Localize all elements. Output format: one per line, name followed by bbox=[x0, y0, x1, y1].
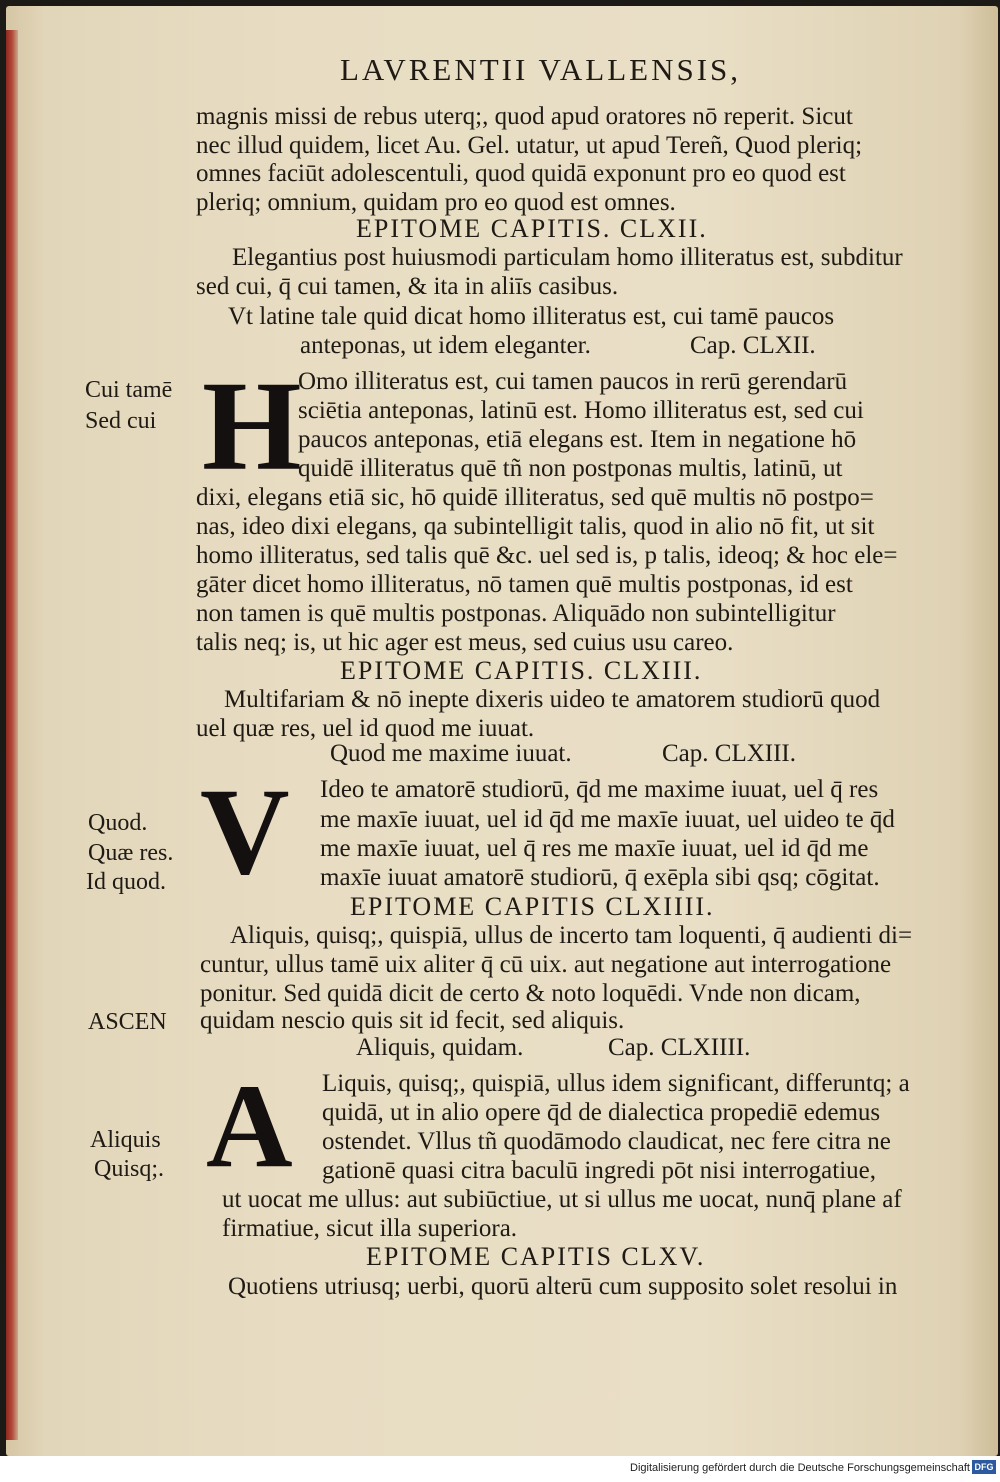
text-line: pleriq; omnium, quidam pro eo quod est omnes. bbox=[196, 189, 676, 216]
margin-note: Sed cui bbox=[85, 408, 157, 434]
margin-note: Id quod. bbox=[86, 869, 166, 895]
text-line: omnes faciūt adolescentuli, quod quidā exponunt pro eo quod est bbox=[196, 160, 846, 187]
chapter-number: Cap. CLXII. bbox=[690, 332, 816, 359]
text-line: gationē quasi citra baculū ingredi pōt nisi interrogatiue, bbox=[322, 1157, 877, 1184]
text-line: dixi, elegans etiā sic, hō quidē illiteratus, sed quē multis nō postpo= bbox=[196, 484, 874, 511]
text-line: quidē illiteratus quē tñ non postponas multis, latinū, ut bbox=[298, 455, 843, 482]
text-line: Omo illiteratus est, cui tamen paucos in rerū gerendarū bbox=[298, 368, 848, 395]
text-line: Elegantius post huiusmodi particulam homo illiteratus est, subditur bbox=[232, 244, 903, 271]
text-line: cuntur, ullus tamē uix aliter q̄ cū uix. aut negatione aut interrogatione bbox=[200, 951, 892, 978]
margin-note: Cui tamē bbox=[85, 377, 173, 403]
text-line: firmatiue, sicut illa superiora. bbox=[222, 1215, 518, 1242]
text-line: me maxīe iuuat, uel q̄ res me maxīe iuuat, uel id q̄d me bbox=[320, 835, 869, 862]
text-line: Quotiens utriusq; uerbi, quorū alterū cum supposito solet resolui in bbox=[228, 1273, 898, 1300]
text-line: ut uocat me ullus: aut subiūctiue, ut si ullus me uocat, nunq̄ plane af bbox=[222, 1186, 902, 1213]
text-line: gāter dicet homo illiteratus, nō tamen quē multis postponas, id est bbox=[196, 571, 853, 598]
margin-note: ASCEN bbox=[88, 1009, 167, 1035]
funding-notice: Digitalisierung gefördert durch die Deutsche Forschungsgemeinschaft bbox=[630, 1462, 970, 1474]
text-line: talis neq; is, ut hic ager est meus, sed cuius usu careo. bbox=[196, 629, 734, 656]
margin-note: Quæ res. bbox=[88, 840, 174, 866]
text-line: maxīe iuuat amatorē studiorū, q̄ exēpla sibi qsq; cōgitat. bbox=[320, 864, 880, 891]
epitome-heading: EPITOME CAPITIS CLXIIII. bbox=[350, 892, 715, 921]
text-line: Aliquis, quisq;, quispiā, ullus de incerto tam loquenti, q̄ audienti di= bbox=[230, 922, 913, 949]
dfg-logo-icon: DFG bbox=[972, 1460, 996, 1474]
text-line: me maxīe iuuat, uel id q̄d me maxīe iuuat, uel uideo te q̄d bbox=[320, 806, 895, 833]
text-line: homo illiteratus, sed talis quē &c. uel sed is, p talis, ideoq; & hoc ele= bbox=[196, 542, 898, 569]
text-line: paucos anteponas, etiā elegans est. Item in negatione hō bbox=[298, 426, 857, 453]
text-line: quidā, ut in alio opere q̄d de dialectica propediē edemus bbox=[322, 1099, 881, 1126]
text-line: quidam nescio quis sit id fecit, sed aliquis. bbox=[200, 1007, 625, 1034]
text-line: non tamen is quē multis postponas. Aliquādo non subintelligitur bbox=[196, 600, 836, 627]
epitome-heading: EPITOME CAPITIS. CLXIII. bbox=[340, 656, 703, 685]
text-line: Liquis, quisq;, quispiā, ullus idem significant, differuntq; a bbox=[322, 1070, 910, 1097]
text-line: nec illud quidem, licet Au. Gel. utatur, ut apud Tereñ, Quod pleriq; bbox=[196, 132, 863, 159]
text-line: anteponas, ut idem eleganter. bbox=[300, 332, 591, 359]
margin-note: Quisq;. bbox=[94, 1156, 165, 1182]
epitome-heading: EPITOME CAPITIS. CLXII. bbox=[356, 214, 708, 243]
text-line: Multifariam & nō inepte dixeris uideo te amatorem studiorū quod bbox=[224, 686, 881, 713]
text-line: nas, ideo dixi elegans, qa subintelligit talis, quod in alio nō fit, ut sit bbox=[196, 513, 875, 540]
text-line: sed cui, q̄ cui tamen, & ita in aliīs casibus. bbox=[196, 273, 619, 300]
text-line: Vt latine tale quid dicat homo illiteratus est, cui tamē paucos bbox=[228, 303, 835, 330]
text-line: Ideo te amatorē studiorū, q̄d me maxime iuuat, uel q̄ res bbox=[320, 776, 879, 803]
text-line: ponitur. Sed quidā dicit de certo & noto loquēdi. Vnde non dicam, bbox=[200, 980, 861, 1007]
text-line: Quod me maxime iuuat. bbox=[330, 740, 572, 767]
chapter-number: Cap. CLXIIII. bbox=[608, 1034, 751, 1061]
margin-note: Quod. bbox=[88, 810, 148, 836]
text-line: sciētia anteponas, latinū est. Homo illiteratus est, sed cui bbox=[298, 397, 864, 424]
text-line: uel quæ res, uel id quod me iuuat. bbox=[196, 715, 535, 742]
margin-note: Aliquis bbox=[90, 1127, 161, 1153]
text-line: magnis missi de rebus uterq;, quod apud oratores nō reperit. Sicut bbox=[196, 103, 853, 130]
epitome-heading: EPITOME CAPITIS CLXV. bbox=[366, 1242, 706, 1271]
text-line: ostendet. Vllus tñ quodāmodo claudicat, nec fere citra ne bbox=[322, 1128, 891, 1155]
text-line: Aliquis, quidam. bbox=[356, 1034, 524, 1061]
running-head: LAVRENTII VALLENSIS, bbox=[340, 52, 742, 87]
initial-letter: A bbox=[206, 1059, 293, 1192]
initial-letter: V bbox=[200, 763, 290, 900]
page-edge bbox=[6, 30, 18, 1440]
chapter-number: Cap. CLXIII. bbox=[662, 740, 796, 767]
initial-letter: H bbox=[202, 355, 302, 497]
